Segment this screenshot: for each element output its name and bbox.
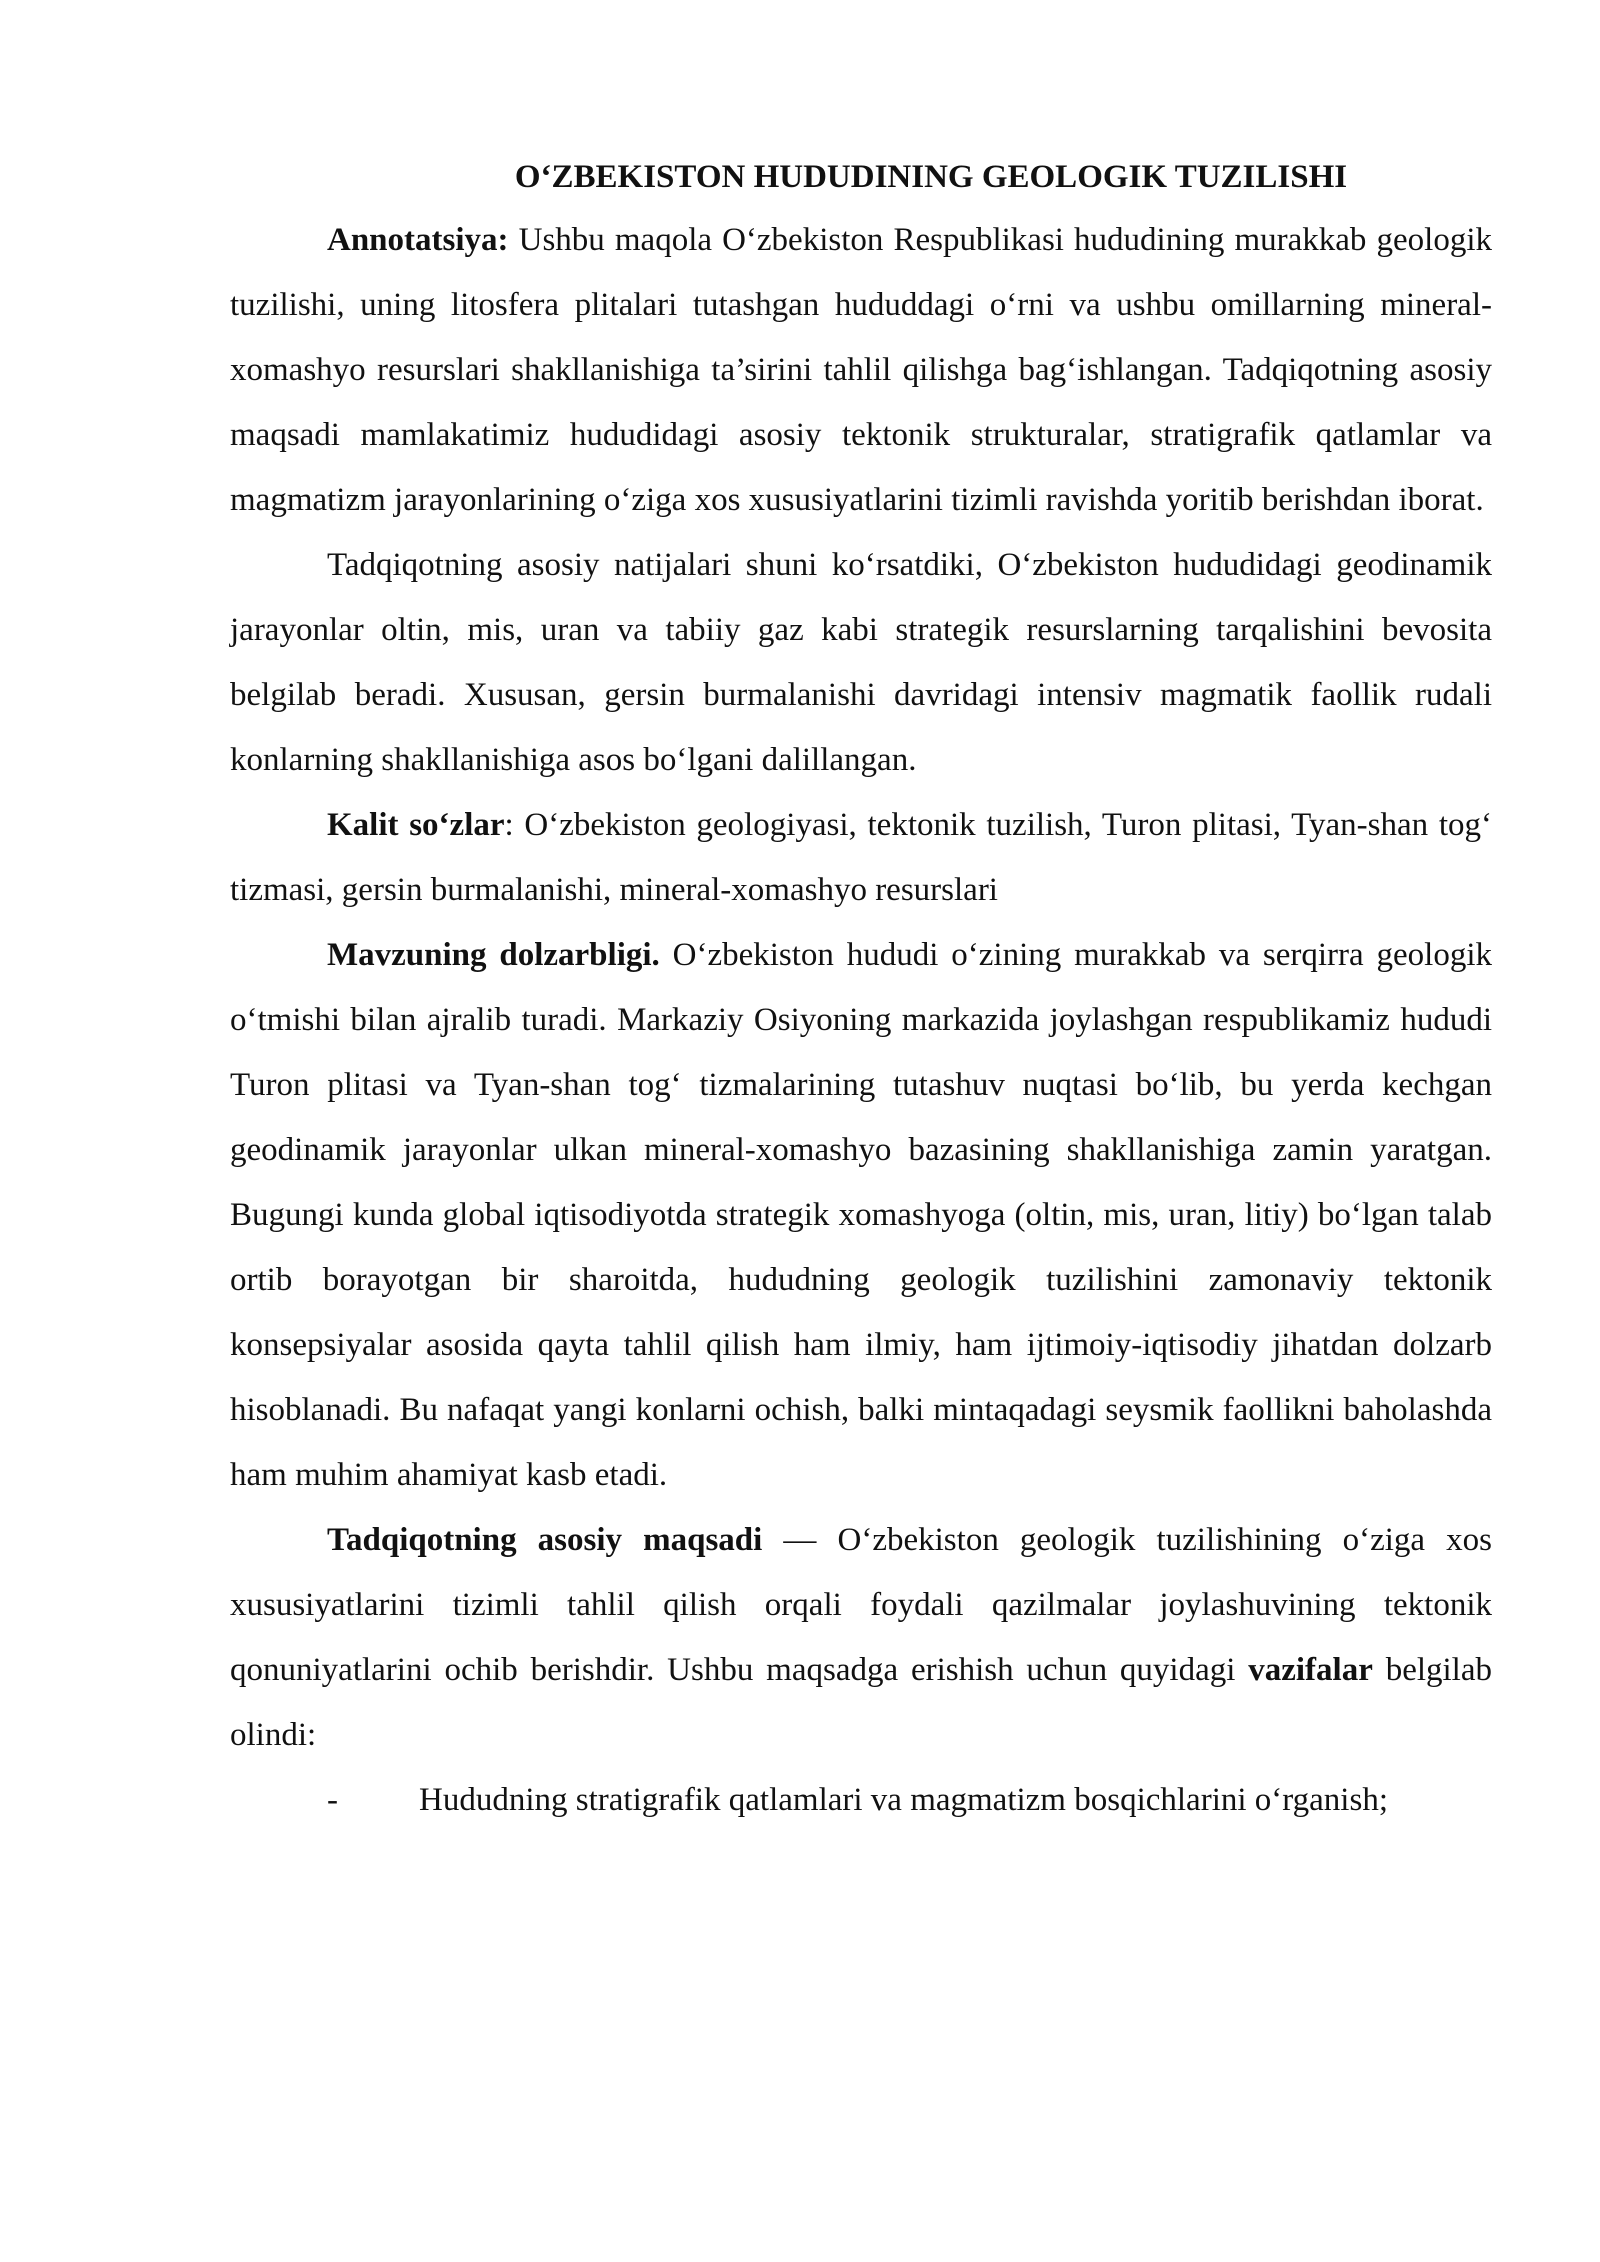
document-title: O‘ZBEKISTON HUDUDINING GEOLOGIK TUZILISHI <box>514 159 1348 195</box>
task-item <box>230 1768 1492 1833</box>
task-text: Hududning stratigrafik qatlamlari va magmatizm bosqichlarini o‘rganish; <box>419 1782 1388 1818</box>
goal-paragraph <box>230 1508 1492 1768</box>
task-dash: - <box>327 1782 338 1818</box>
tasks-label: vazifalar <box>1248 1652 1373 1688</box>
keywords-text: : O‘zbekiston geologiyasi, tektonik tuzilish, Turon plitasi, Tyan-shan tog‘ tizmasi, gersin burmalanishi, mineral-xomashyo resurslari <box>230 807 1493 908</box>
goal-label: Tadqiqotning asosiy maqsadi <box>327 1522 763 1558</box>
annotation-text: Ushbu maqola O‘zbekiston Respublikasi hududining murakkab geologik tuzilishi, uning litosfera plitalari tutashgan hududdagi o‘rni va ushbu omillarning mineral-xomashyo resurslari shakllanishiga ta’sirini tahlil qilishga bag‘ishlangan. Tadqiqotning asosiy maqsadi mamlakatimiz hududidagi asosiy tektonik strukturalar, stratigrafik qatlamlar va magmatizm jarayonlarining o‘ziga xos xususiyatlarini tizimli ravishda yoritib berishdan iborat. <box>230 222 1492 518</box>
goal-text: — O‘zbekiston geologik tuzilishining o‘ziga xos xususiyatlarini tizimli tahlil qilish orqali foydali qazilmalar joylashuvining tektonik qonuniyatlarini ochib berishdir. Ushbu maqsadga erishish uchun quyidagi <box>230 1522 1492 1688</box>
keywords-paragraph <box>230 793 1492 923</box>
relevance-text: O‘zbekiston hududi o‘zining murakkab va serqirra geologik o‘tmishi bilan ajralib turadi. Markaziy Osiyoning markazida joylashgan respublikamiz hududi Turon plitasi va Tyan-shan tog‘ tizmalarining tutashuv nuqtasi bo‘lib, bu yerda kechgan geodinamik jarayonlar ulkan mineral-xomashyo bazasining shakllanishiga zamin yaratgan. Bugungi kunda global iqtisodiyotda strategik xomashyoga (oltin, mis, uran, litiy) bo‘lgan talab ortib borayotgan bir sharoitda, hududning geologik tuzilishini zamonaviy tektonik konsepsiyalar asosida qayta tahlil qilish ham ilmiy, ham ijtimoiy-iqtisodiy jihatdan dolzarb hisoblanadi. Bu nafaqat yangi konlarni ochish, balki mintaqadagi seysmik faollikni baholashda ham muhim ahamiyat kasb etadi. <box>230 937 1492 1493</box>
annotation-paragraph <box>230 208 1492 533</box>
keywords-label: Kalit so‘zlar <box>327 807 505 843</box>
relevance-label: Mavzuning dolzarbligi. <box>327 937 660 973</box>
document-body <box>230 146 1492 1833</box>
relevance-paragraph <box>230 923 1492 1508</box>
results-paragraph: Tadqiqotning asosiy natijalari shuni ko‘rsatdiki, O‘zbekiston hududidagi geodinamik jarayonlar oltin, mis, uran va tabiiy gaz kabi strategik resurslarning tarqalishini bevosita belgilab beradi. Xususan, gersin burmalanishi davridagi intensiv magmatik faollik rudali konlarning shakllanishiga asos bo‘lgani dalillangan. <box>230 547 1492 778</box>
goal-tail: belgilab olindi: <box>230 1652 1492 1753</box>
annotation-label: Annotatsiya: <box>327 222 509 258</box>
